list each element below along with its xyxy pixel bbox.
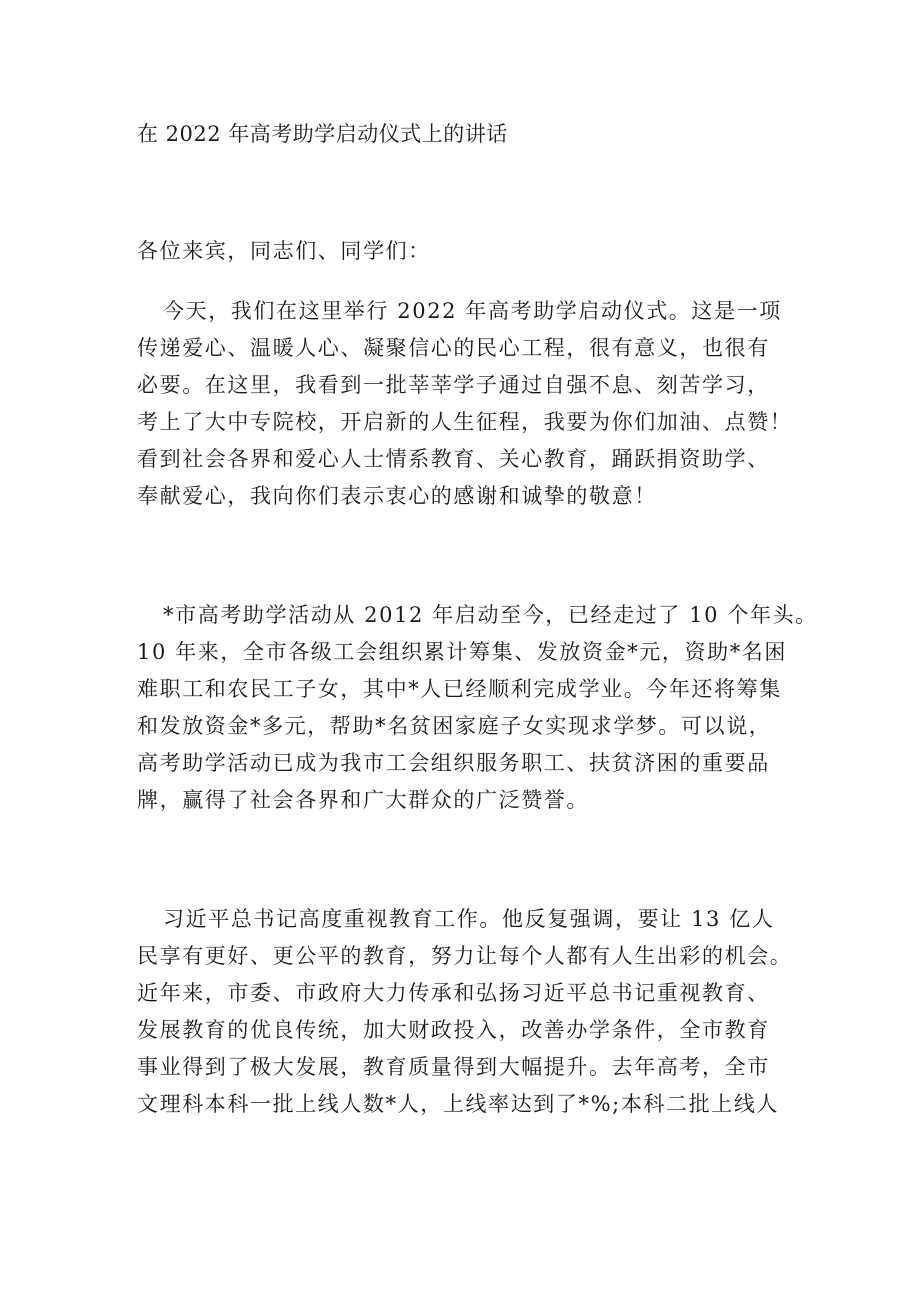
paragraph-line: 今天，我们在这里举行 2022 年高考助学启动仪式。这是一项	[163, 299, 782, 323]
paragraph-line: 近年来，市委、市政府大力传承和弘扬习近平总书记重视教育、	[137, 981, 770, 1005]
paragraph-3	[137, 901, 797, 1123]
paragraph-line: 习近平总书记高度重视教育工作。他反复强调，要让 13 亿人	[163, 907, 775, 931]
paragraph-line: 10 年来，全市各级工会组织累计筹集、发放资金*元，资助*名困	[137, 640, 787, 664]
salutation	[137, 233, 797, 270]
paragraph-line: 考上了大中专院校，开启新的人生征程，我要为你们加油、点赞！	[137, 410, 793, 434]
paragraph-line: 和发放资金*多元，帮助*名贫困家庭子女实现求学梦。可以说，	[137, 714, 772, 738]
paragraph-line: 传递爱心、温暖人心、凝聚信心的民心工程，很有意义，也很有	[137, 336, 770, 360]
paragraph-line: 民享有更好、更公平的教育，努力让每个人都有人生出彩的机会。	[137, 944, 793, 968]
paragraph-line: 事业得到了极大发展，教育质量得到大幅提升。去年高考，全市	[137, 1055, 770, 1079]
paragraph-1	[137, 293, 797, 515]
salutation-text: 各位来宾，同志们、同学们：	[137, 239, 431, 263]
paragraph-line: *市高考助学活动从 2012 年启动至今，已经走过了 10 个年头。	[163, 603, 818, 627]
paragraph-2	[137, 597, 818, 819]
paragraph-line: 必要。在这里，我看到一批莘莘学子通过自强不息、刻苦学习，	[137, 373, 770, 397]
paragraph-line: 看到社会各界和爱心人士情系教育、关心教育，踊跃捐资助学、	[137, 447, 770, 471]
paragraph-line: 文理科本科一批上线人数*人，上线率达到了*%;本科二批上线人	[137, 1092, 780, 1116]
paragraph-line: 难职工和农民工子女，其中*人已经顺利完成学业。今年还将筹集	[137, 677, 782, 701]
paragraph-line: 奉献爱心，我向你们表示衷心的感谢和诚挚的敬意！	[137, 484, 657, 508]
paragraph-line: 发展教育的优良传统，加大财政投入，改善办学条件，全市教育	[137, 1018, 770, 1042]
document-title: 在 2022 年高考助学启动仪式上的讲话	[137, 122, 508, 146]
paragraph-line: 高考助学活动已成为我市工会组织服务职工、扶贫济困的重要品	[137, 751, 770, 775]
paragraph-line: 牌，赢得了社会各界和广大群众的广泛赞誉。	[137, 788, 589, 812]
